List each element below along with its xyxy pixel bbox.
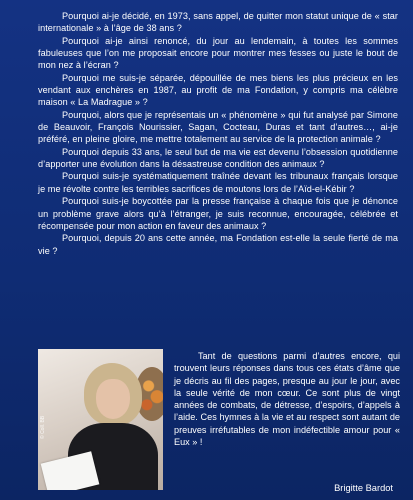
summary-text [174, 350, 400, 448]
author-signature: Brigitte Bardot [334, 483, 393, 493]
question-paragraph: Pourquoi me suis-je séparée, dépouillée de mes biens les plus précieux en les vendant aux enchères en 1987, au profit de ma Fondation, y compris ma célèbre maison « La Madrague » ? [38, 72, 398, 108]
question-paragraph: Pourquoi, alors que je représentais un « phénomène » qui fut analysé par Simone de Beauvoir, François Nourissier, Sagan, Cocteau, Duras et tant d’autres…, ai-je préféré, en pleine gloire, me mettre totalement au service de la protection animale ? [38, 109, 398, 145]
question-paragraph: Pourquoi, depuis 20 ans cette année, ma Fondation est-elle la seule fierté de ma vie ? [38, 233, 398, 256]
portrait-paper [41, 451, 100, 490]
questions-block [38, 10, 398, 257]
portrait-face [96, 379, 130, 419]
question-paragraph: Pourquoi suis-je boycottée par la presse française à chaque fois que je dénonce un problème grave alors qu’à l’étranger, je suis reconnue, encouragée, célébrée et récompensée pour mon action en faveur des animaux ? [38, 196, 398, 231]
question-paragraph: Pourquoi suis-je systématiquement traînée devant les tribunaux français lorsque je me révolte contre les terribles sacrifices de moutons lors de l’Aïd-el-Kébir ? [38, 171, 398, 194]
photo-credit: © Coll. BB [40, 415, 46, 439]
question-paragraph: Pourquoi depuis 33 ans, le seul but de ma vie est devenu l’obsession quotidienne d’apporter une évolution dans la désastreuse condition des animaux ? [38, 146, 398, 170]
question-paragraph: Pourquoi ai-je décidé, en 1973, sans appel, de quitter mon statut unique de « star internationale » à l’âge de 38 ans ? [38, 11, 398, 34]
summary-paragraph: Tant de questions parmi d’autres encore, qui trouvent leurs réponses dans tous ces états d’âme que je décris au fil des pages, presque au jour le jour, avec la seule vérité de mon cœur. Ce sont plus de vingt années de combats, de détresse, d’espoirs, d’appels à l’aide. Ces hymnes à la vie et au respect sont autant de preuves irréfutables de mon indéfectible amour pour « Eux » ! [174, 351, 400, 448]
question-paragraph: Pourquoi ai-je ainsi renoncé, du jour au lendemain, à toutes les sommes fabuleuses que l’on me proposait encore pour montrer mes fesses ou juste le bout de mon nez à l’écran ? [38, 35, 398, 71]
author-photo [38, 349, 163, 490]
